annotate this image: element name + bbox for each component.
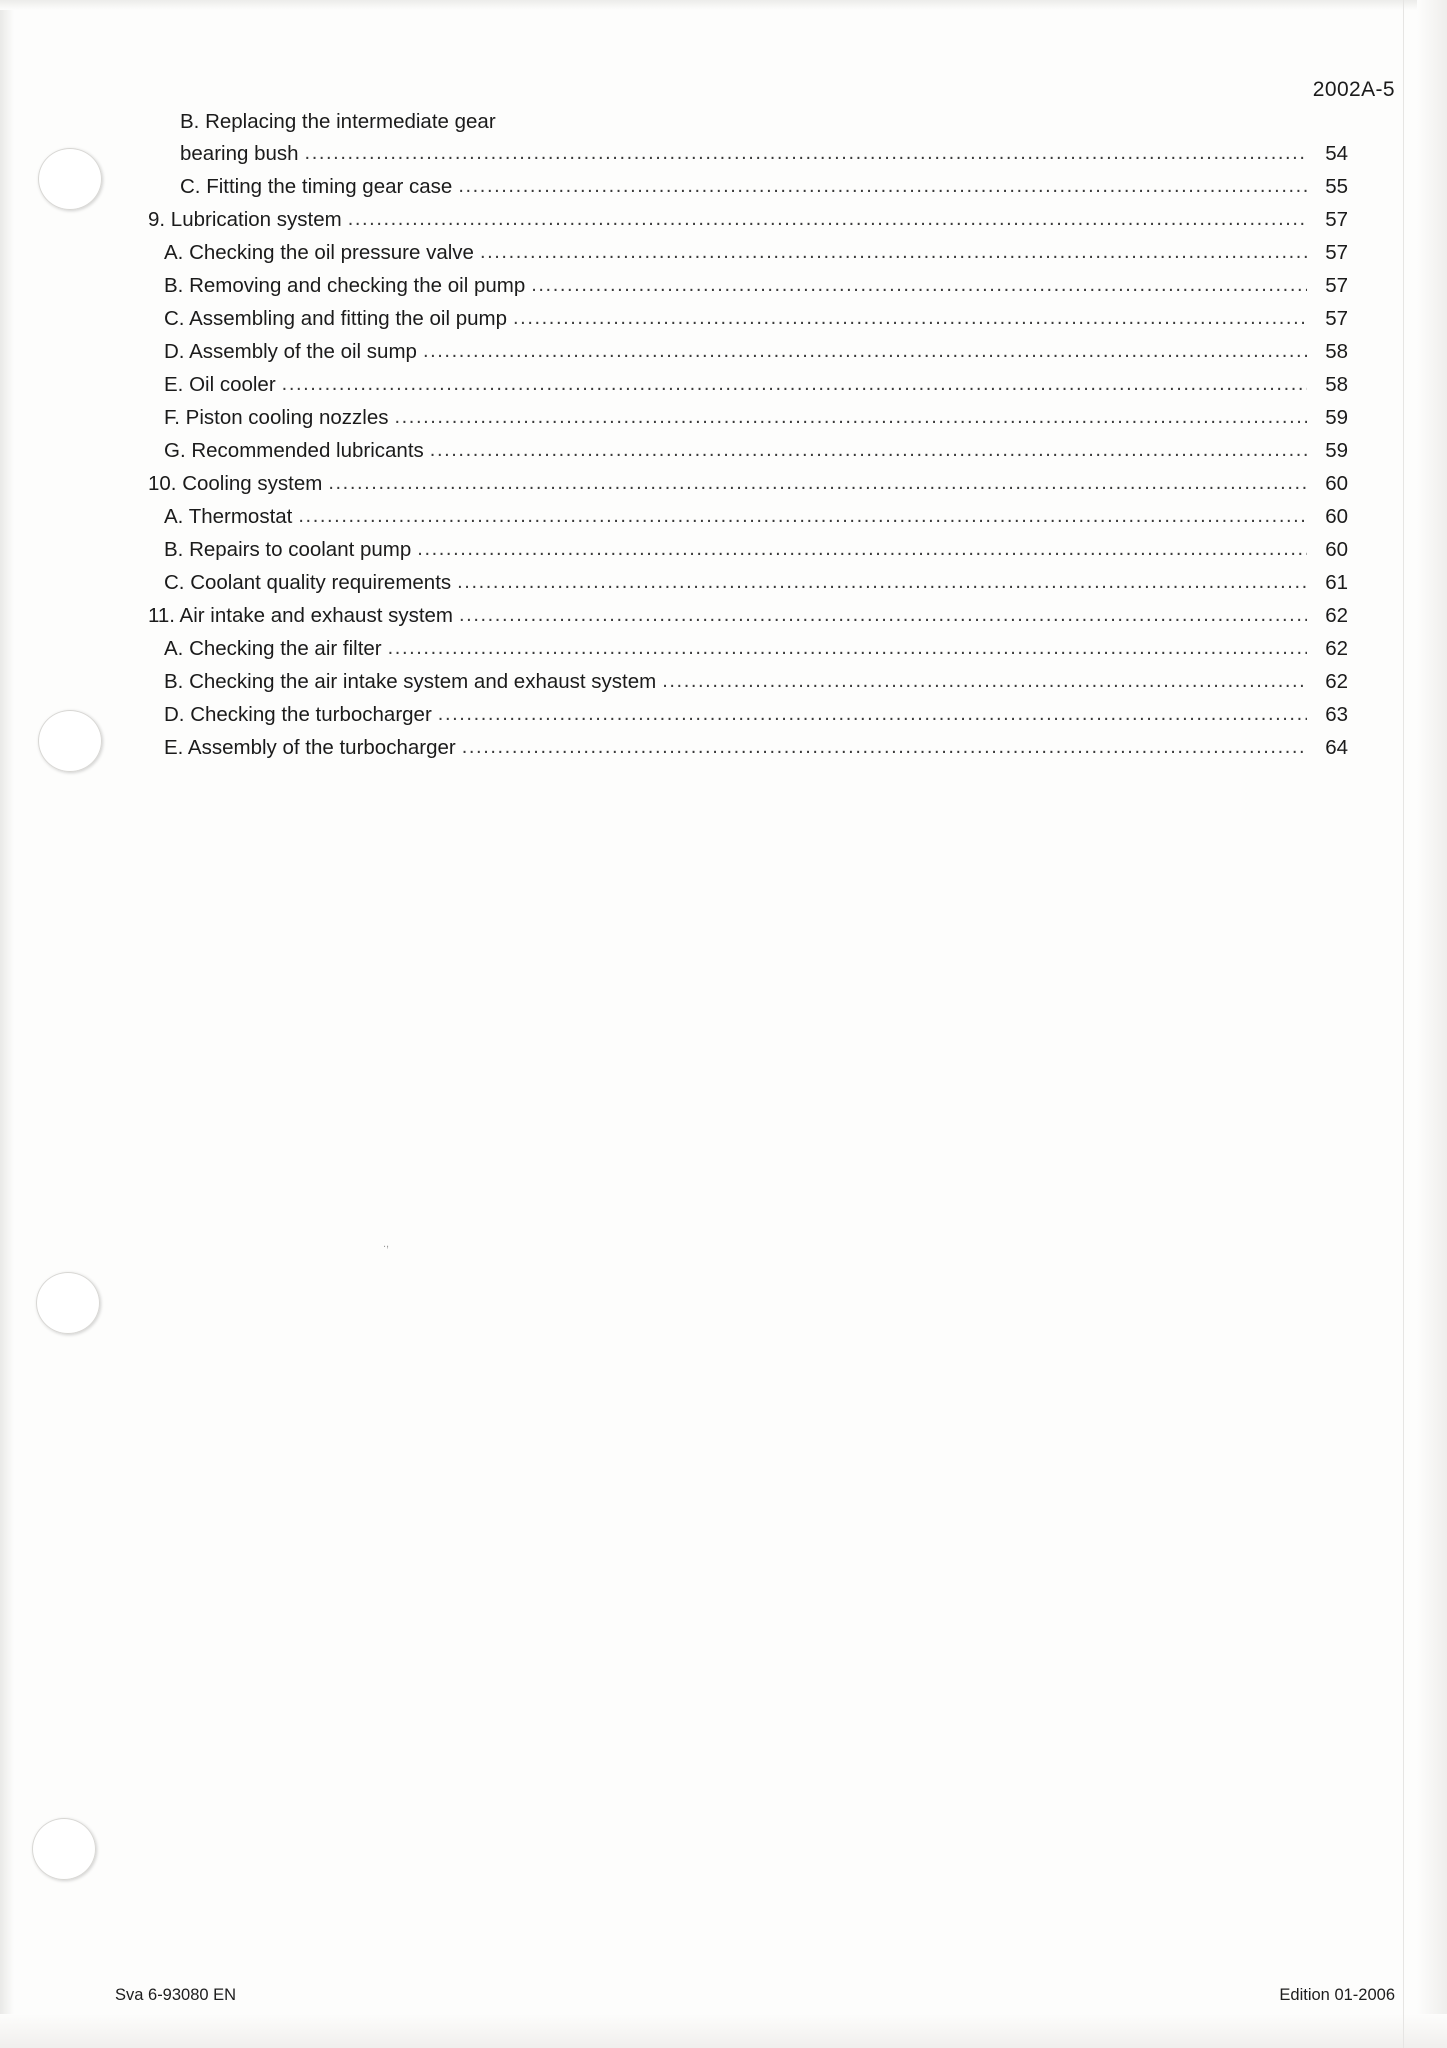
toc-entry-label-cont: bearing bush: [180, 141, 299, 165]
toc-entry-label: B. Replacing the intermediate gear: [180, 110, 496, 133]
toc-leader-dots: [348, 213, 1307, 230]
toc-entry-label: E. Oil cooler: [164, 372, 276, 396]
toc-leader-dots: [457, 576, 1307, 593]
toc-entry[interactable]: [164, 306, 1348, 330]
toc-entry[interactable]: [148, 207, 1348, 231]
toc-entry[interactable]: [164, 504, 1348, 528]
toc-entry[interactable]: [164, 372, 1348, 396]
toc-leader-dots: [417, 543, 1307, 560]
toc-entry[interactable]: [164, 669, 1348, 693]
table-of-contents: [148, 112, 1348, 771]
toc-entry-page: 63: [1325, 702, 1348, 726]
scan-line-right: [1403, 0, 1404, 2048]
toc-entry-page: 58: [1325, 372, 1348, 396]
toc-entry-label: F. Piston cooling nozzles: [164, 405, 389, 429]
scan-edge-right: [1417, 0, 1447, 2048]
scan-edge-top: [0, 0, 1447, 10]
toc-entry[interactable]: [148, 471, 1348, 495]
toc-entry-label: E. Assembly of the turbocharger: [164, 735, 456, 759]
toc-leader-dots: [282, 378, 1307, 395]
toc-entry-label: A. Thermostat: [164, 504, 293, 528]
toc-entry-page: 62: [1325, 603, 1348, 627]
toc-leader-dots: [423, 345, 1307, 362]
toc-entry[interactable]: [164, 702, 1348, 726]
toc-entry-page: 58: [1325, 339, 1348, 363]
toc-entry-label: C. Assembling and fitting the oil pump: [164, 306, 507, 330]
toc-entry[interactable]: [180, 174, 1348, 198]
toc-entry[interactable]: [164, 240, 1348, 264]
toc-entry-label: C. Fitting the timing gear case: [180, 174, 453, 198]
toc-entry-page: 55: [1325, 174, 1348, 198]
toc-entry-page: 64: [1325, 735, 1348, 759]
toc-leader-dots: [298, 510, 1307, 527]
punch-hole-1: [38, 148, 102, 210]
toc-entry[interactable]: [164, 405, 1348, 429]
toc-entry-page: 60: [1325, 471, 1348, 495]
toc-entry[interactable]: [164, 339, 1348, 363]
toc-entry-label: B. Removing and checking the oil pump: [164, 273, 526, 297]
punch-hole-2: [38, 710, 102, 772]
toc-entry-page: 57: [1325, 306, 1348, 330]
toc-entry-page: 57: [1325, 207, 1348, 231]
toc-entry-page: 54: [1325, 141, 1348, 165]
toc-entry-page: 61: [1325, 570, 1348, 594]
scan-edge-bottom: [0, 2014, 1447, 2048]
toc-entry[interactable]: [148, 603, 1348, 627]
toc-leader-dots: [459, 609, 1307, 626]
toc-entry-label: 11. Air intake and exhaust system: [148, 603, 454, 627]
scan-edge-left: [0, 0, 14, 2048]
toc-entry[interactable]: [164, 438, 1348, 462]
toc-entry[interactable]: [164, 636, 1348, 660]
toc-leader-dots: [513, 312, 1307, 329]
toc-leader-dots: [305, 147, 1307, 164]
toc-entry-label: A. Checking the air filter: [164, 636, 382, 660]
toc-entry-page: 59: [1325, 438, 1348, 462]
toc-entry-label: A. Checking the oil pressure valve: [164, 240, 474, 264]
toc-leader-dots: [662, 675, 1307, 692]
footer-edition: Edition 01-2006: [1279, 1986, 1395, 2004]
toc-entry-label: G. Recommended lubricants: [164, 438, 424, 462]
toc-entry-page: 62: [1325, 669, 1348, 693]
toc-entry[interactable]: [164, 735, 1348, 759]
toc-entry-page: 57: [1325, 273, 1348, 297]
toc-entry[interactable]: [180, 112, 1348, 164]
toc-entry-label: 10. Cooling system: [148, 471, 323, 495]
toc-leader-dots: [462, 741, 1307, 758]
toc-leader-dots: [430, 444, 1307, 461]
toc-leader-dots: [480, 246, 1307, 263]
toc-entry-label: D. Assembly of the oil sump: [164, 339, 417, 363]
toc-leader-dots: [394, 411, 1307, 428]
toc-entry-page: 62: [1325, 636, 1348, 660]
toc-entry[interactable]: [164, 273, 1348, 297]
toc-entry-page: 57: [1325, 240, 1348, 264]
toc-leader-dots: [438, 708, 1307, 725]
toc-entry-label: B. Checking the air intake system and exhaust system: [164, 669, 657, 693]
scan-speck: .,: [383, 1238, 390, 1250]
toc-entry-label: C. Coolant quality requirements: [164, 570, 452, 594]
toc-entry[interactable]: [164, 570, 1348, 594]
toc-entry-label: D. Checking the turbocharger: [164, 702, 432, 726]
toc-entry-label: 9. Lubrication system: [148, 207, 342, 231]
toc-entry-page: 59: [1325, 405, 1348, 429]
toc-entry-page: 60: [1325, 504, 1348, 528]
footer-document-code: Sva 6-93080 EN: [115, 1986, 237, 2004]
toc-entry-page: 60: [1325, 537, 1348, 561]
page-number: 2002A-5: [1312, 78, 1395, 101]
toc-entry-label: B. Repairs to coolant pump: [164, 537, 412, 561]
toc-leader-dots: [531, 279, 1307, 296]
punch-hole-4: [32, 1818, 96, 1880]
toc-leader-dots: [388, 642, 1307, 659]
toc-leader-dots: [328, 477, 1307, 494]
punch-hole-3: [36, 1272, 100, 1334]
toc-entry[interactable]: [164, 537, 1348, 561]
toc-leader-dots: [458, 180, 1307, 197]
